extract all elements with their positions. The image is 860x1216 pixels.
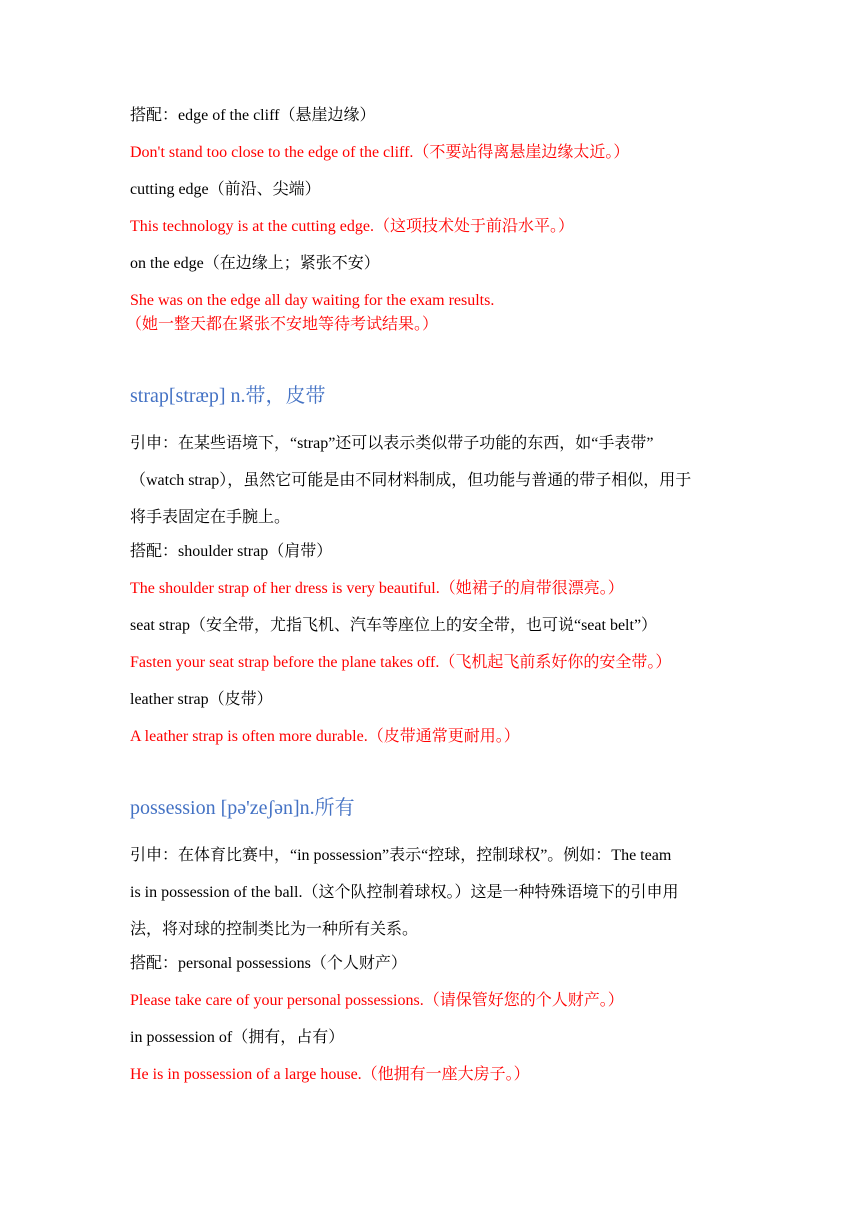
section-strap xyxy=(130,382,740,749)
example-sentence: A leather strap is often more durable.（皮带通常更耐用。） xyxy=(130,728,520,745)
extension-line: 法，将对球的控制类比为一种所有关系。 xyxy=(130,921,419,938)
example-sentence: Don't stand too close to the edge of the cliff.（不要站得离悬崖边缘太近。） xyxy=(130,144,630,161)
extension-line: is in possession of the ball.（这个队控制着球权。）这是一种特殊语境下的引申用 xyxy=(130,884,679,901)
extension-line: 引申：在体育比赛中，“in possession”表示“控球，控制球权”。例如：The team xyxy=(130,847,672,864)
example-sentence: The shoulder strap of her dress is very beautiful.（她裙子的肩带很漂亮。） xyxy=(130,580,624,597)
collocation-line: 搭配：personal possessions（个人财产） xyxy=(130,955,407,972)
collocation-line: cutting edge（前沿、尖端） xyxy=(130,181,321,198)
extension-line: 引申：在某些语境下，“strap”还可以表示类似带子功能的东西，如“手表带” xyxy=(130,435,654,452)
collocation-line: in possession of（拥有，占有） xyxy=(130,1029,345,1046)
section-edge xyxy=(126,104,740,337)
example-translation: （她一整天都在紧张不安地等待考试结果。） xyxy=(126,316,439,333)
word-heading: strap[stræp] n.带，皮带 xyxy=(130,385,326,407)
extension-line: （watch strap），虽然它可能是由不同材料制成，但功能与普通的带子相似，用于 xyxy=(130,472,692,489)
collocation-line: 搭配：edge of the cliff（悬崖边缘） xyxy=(130,107,376,124)
section-spacer xyxy=(130,762,740,794)
word-heading: possession [pə'zeʃən]n.所有 xyxy=(130,797,355,819)
example-sentence: Fasten your seat strap before the plane takes off.（飞机起飞前系好你的安全带。） xyxy=(130,654,672,671)
collocation-line: on the edge（在边缘上；紧张不安） xyxy=(130,255,380,272)
example-sentence: He is in possession of a large house.（他拥有一座大房子。） xyxy=(130,1066,530,1083)
section-spacer xyxy=(130,350,740,382)
collocation-line: 搭配：shoulder strap（肩带） xyxy=(130,543,333,560)
example-sentence: This technology is at the cutting edge.（这项技术处于前沿水平。） xyxy=(130,218,574,235)
example-sentence: Please take care of your personal possessions.（请保管好您的个人财产。） xyxy=(130,992,624,1009)
collocation-line: leather strap（皮带） xyxy=(130,691,273,708)
section-possession xyxy=(130,794,740,1087)
collocation-line: seat strap（安全带，尤指飞机、汽车等座位上的安全带，也可说“seat belt”） xyxy=(130,617,658,634)
document-page xyxy=(126,104,740,1100)
example-sentence: She was on the edge all day waiting for the exam results. xyxy=(130,292,495,309)
extension-line: 将手表固定在手腕上。 xyxy=(130,509,291,526)
